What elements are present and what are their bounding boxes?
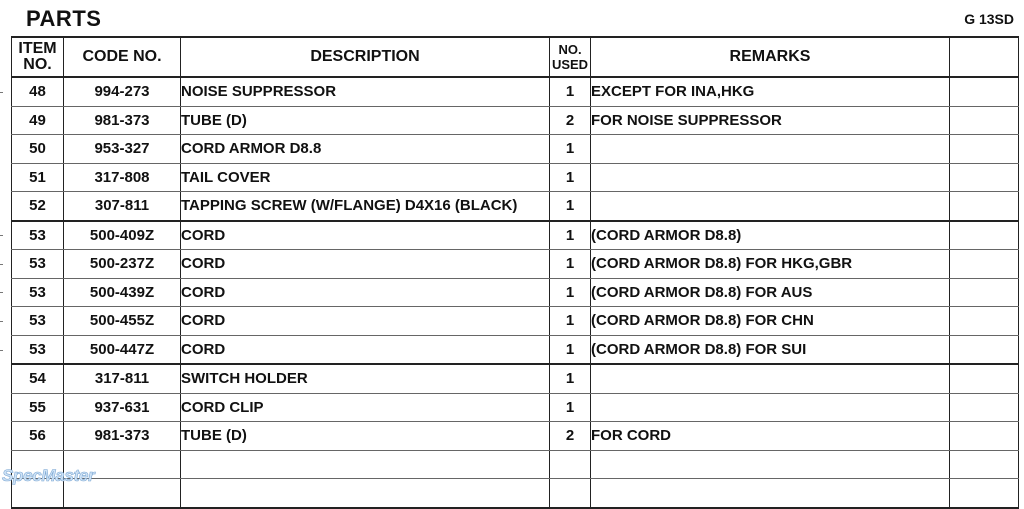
item-no-cell: 51 <box>12 163 64 192</box>
remarks-cell: (CORD ARMOR D8.8) FOR HKG,GBR <box>591 250 950 279</box>
description-cell: CORD <box>181 221 550 250</box>
column-header-no-used <box>550 37 591 77</box>
description-cell: TUBE (D) <box>181 106 550 135</box>
column-header-blank <box>950 37 1019 77</box>
no-used-cell: 2 <box>550 106 591 135</box>
blank-cell <box>950 278 1019 307</box>
blank-cell <box>950 479 1019 508</box>
blank-cell <box>950 450 1019 479</box>
remarks-cell: EXCEPT FOR INA,HKG <box>591 77 950 106</box>
item-no-cell: 53 <box>12 335 64 364</box>
parts-table-body <box>12 77 1019 508</box>
table-row <box>12 163 1019 192</box>
no-used-cell: 1 <box>550 192 591 221</box>
column-header-remarks: REMARKS <box>591 37 950 77</box>
blank-cell <box>950 422 1019 451</box>
table-row <box>12 479 1019 508</box>
blank-cell <box>950 135 1019 164</box>
table-row <box>12 278 1019 307</box>
table-row <box>12 335 1019 364</box>
column-header-item-no <box>12 37 64 77</box>
item-no-cell: 52 <box>12 192 64 221</box>
column-header-code-no: CODE NO. <box>64 37 181 77</box>
no-used-cell: 1 <box>550 77 591 106</box>
description-cell <box>181 479 550 508</box>
description-cell <box>181 450 550 479</box>
description-cell: CORD <box>181 307 550 336</box>
margin-tick-mark <box>0 235 3 236</box>
no-used-cell <box>550 479 591 508</box>
code-no-cell: 317-811 <box>64 364 181 393</box>
margin-tick-mark <box>0 292 3 293</box>
no-used-cell: 2 <box>550 422 591 451</box>
remarks-cell <box>591 364 950 393</box>
item-no-cell: 49 <box>12 106 64 135</box>
description-cell: TUBE (D) <box>181 422 550 451</box>
item-no-cell: 50 <box>12 135 64 164</box>
table-row <box>12 221 1019 250</box>
item-no-cell: 53 <box>12 250 64 279</box>
blank-cell <box>950 163 1019 192</box>
code-no-cell: 500-409Z <box>64 221 181 250</box>
no-used-cell: 1 <box>550 335 591 364</box>
column-header-item-line2: NO. <box>23 56 52 73</box>
description-cell: CORD ARMOR D8.8 <box>181 135 550 164</box>
item-no-cell: 53 <box>12 307 64 336</box>
remarks-cell <box>591 393 950 422</box>
code-no-cell: 500-447Z <box>64 335 181 364</box>
item-no-cell: 56 <box>12 422 64 451</box>
code-no-cell: 994-273 <box>64 77 181 106</box>
blank-cell <box>950 335 1019 364</box>
code-no-cell: 307-811 <box>64 192 181 221</box>
blank-cell <box>950 192 1019 221</box>
margin-tick-mark <box>0 92 3 93</box>
description-cell: SWITCH HOLDER <box>181 364 550 393</box>
description-cell: CORD CLIP <box>181 393 550 422</box>
model-number: G 13SD <box>964 11 1014 27</box>
remarks-cell: (CORD ARMOR D8.8) FOR AUS <box>591 278 950 307</box>
no-used-cell: 1 <box>550 221 591 250</box>
no-used-cell: 1 <box>550 250 591 279</box>
table-row <box>12 106 1019 135</box>
no-used-cell: 1 <box>550 163 591 192</box>
code-no-cell: 981-373 <box>64 422 181 451</box>
watermark-logo: SpecMaster <box>2 466 95 485</box>
description-cell: TAPPING SCREW (W/FLANGE) D4X16 (BLACK) <box>181 192 550 221</box>
page-title: PARTS <box>26 6 102 31</box>
remarks-cell: FOR CORD <box>591 422 950 451</box>
blank-cell <box>950 393 1019 422</box>
description-cell: CORD <box>181 250 550 279</box>
code-no-cell: 953-327 <box>64 135 181 164</box>
remarks-cell: (CORD ARMOR D8.8) FOR CHN <box>591 307 950 336</box>
table-row <box>12 135 1019 164</box>
no-used-cell: 1 <box>550 135 591 164</box>
column-header-used-line1: NO. <box>558 42 582 57</box>
remarks-cell <box>591 163 950 192</box>
remarks-cell: (CORD ARMOR D8.8) FOR SUI <box>591 335 950 364</box>
column-header-item-line1: ITEM <box>18 40 57 57</box>
code-no-cell: 981-373 <box>64 106 181 135</box>
description-cell: TAIL COVER <box>181 163 550 192</box>
remarks-cell <box>591 450 950 479</box>
no-used-cell <box>550 450 591 479</box>
remarks-cell: FOR NOISE SUPPRESSOR <box>591 106 950 135</box>
blank-cell <box>950 250 1019 279</box>
remarks-cell <box>591 192 950 221</box>
item-no-cell: 53 <box>12 221 64 250</box>
table-row <box>12 192 1019 221</box>
table-row <box>12 393 1019 422</box>
no-used-cell: 1 <box>550 307 591 336</box>
no-used-cell: 1 <box>550 364 591 393</box>
no-used-cell: 1 <box>550 278 591 307</box>
description-cell: CORD <box>181 278 550 307</box>
blank-cell <box>950 307 1019 336</box>
table-row <box>12 307 1019 336</box>
description-cell: NOISE SUPPRESSOR <box>181 77 550 106</box>
item-no-cell: 53 <box>12 278 64 307</box>
table-row <box>12 250 1019 279</box>
code-no-cell: 500-455Z <box>64 307 181 336</box>
table-row <box>12 450 1019 479</box>
item-no-cell: 54 <box>12 364 64 393</box>
blank-cell <box>950 364 1019 393</box>
margin-tick-mark <box>0 321 3 322</box>
code-no-cell: 500-439Z <box>64 278 181 307</box>
blank-cell <box>950 221 1019 250</box>
item-no-cell: 48 <box>12 77 64 106</box>
column-header-used-line2: USED <box>551 57 589 72</box>
blank-cell <box>950 77 1019 106</box>
no-used-cell: 1 <box>550 393 591 422</box>
parts-table <box>11 36 1019 509</box>
remarks-cell: (CORD ARMOR D8.8) <box>591 221 950 250</box>
margin-tick-mark <box>0 350 3 351</box>
table-row <box>12 364 1019 393</box>
blank-cell <box>950 106 1019 135</box>
code-no-cell: 937-631 <box>64 393 181 422</box>
remarks-cell <box>591 479 950 508</box>
margin-tick-mark <box>0 264 3 265</box>
item-no-cell: 55 <box>12 393 64 422</box>
code-no-cell: 500-237Z <box>64 250 181 279</box>
remarks-cell <box>591 135 950 164</box>
table-header-row <box>12 37 1019 77</box>
column-header-description: DESCRIPTION <box>181 37 550 77</box>
table-row <box>12 77 1019 106</box>
description-cell: CORD <box>181 335 550 364</box>
code-no-cell: 317-808 <box>64 163 181 192</box>
table-row <box>12 422 1019 451</box>
